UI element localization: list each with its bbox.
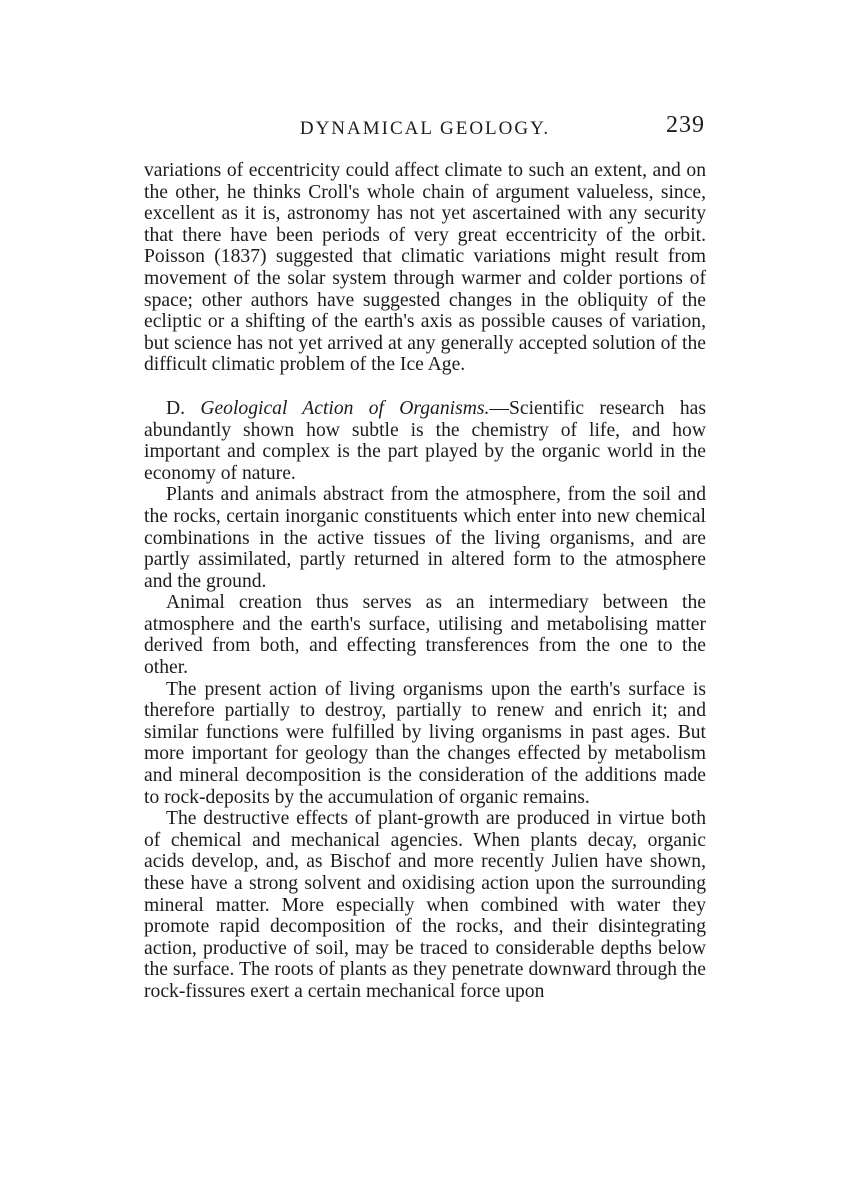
paragraph: Plants and animals abstract from the atmosphere, from the soil and the rocks, certain inorganic constituents which enter into new chemical combinations in the active tissues of the living organisms, and are partly assimilated, partly returned in altered form to the atmosphere and the ground. <box>144 484 706 592</box>
section-intro-text: —Scientific research has abundantly shown how subtle is the chemistry of life, and how important and complex is the part played by the organic world in the economy of nature. <box>144 397 706 484</box>
running-title: DYNAMICAL GEOLOGY. <box>299 118 551 139</box>
paragraph: The present action of living organisms upon the earth's surface is therefore partially to destroy, partially to renew and enrich it; and similar functions were fulfilled by living organisms in past ages. But more important for geology than the changes effected by metabolism and mineral decomposition is the consideration of the additions made to rock-deposits by the accumulation of organic remains. <box>144 678 706 808</box>
paragraph: Animal creation thus serves as an intermediary between the atmosphere and the earth's surface, utilising and metabolising matter derived from both, and effecting transferences from the one to the other. <box>144 592 706 679</box>
page-header <box>145 112 705 142</box>
section-label: D. <box>166 397 186 419</box>
page-body <box>144 160 706 1003</box>
section-d-paragraph <box>144 398 706 484</box>
section-title: Geological Action of Organisms. <box>200 397 490 419</box>
page-number: 239 <box>666 112 705 138</box>
paragraph-continuation: variations of eccentricity could affect climate to such an extent, and on the other, he thinks Croll's whole chain of argument valueless, since, excellent as it is, astronomy has not yet ascertained with any security that there have been periods of very great eccentricity of the orbit. Poisson (1837) suggested that climatic variations might result from movement of the solar system through warmer and colder portions of space; other authors have suggested changes in the obliquity of the ecliptic or a shifting of the earth's axis as possible causes of variation, but science has not yet arrived at any generally accepted solution of the difficult climatic problem of the Ice Age. <box>144 160 706 376</box>
paragraph: The destructive effects of plant-growth are produced in virtue both of chemical and mechanical agencies. When plants decay, organic acids develop, and, as Bischof and more recently Julien have shown, these have a strong solvent and oxidising action upon the surrounding mineral matter. More especially when combined with water they promote rapid decomposition of the rocks, and their disintegrating action, productive of soil, may be traced to considerable depths below the surface. The roots of plants as they penetrate downward through the rock-fissures exert a certain mechanical force upon <box>144 808 706 1002</box>
